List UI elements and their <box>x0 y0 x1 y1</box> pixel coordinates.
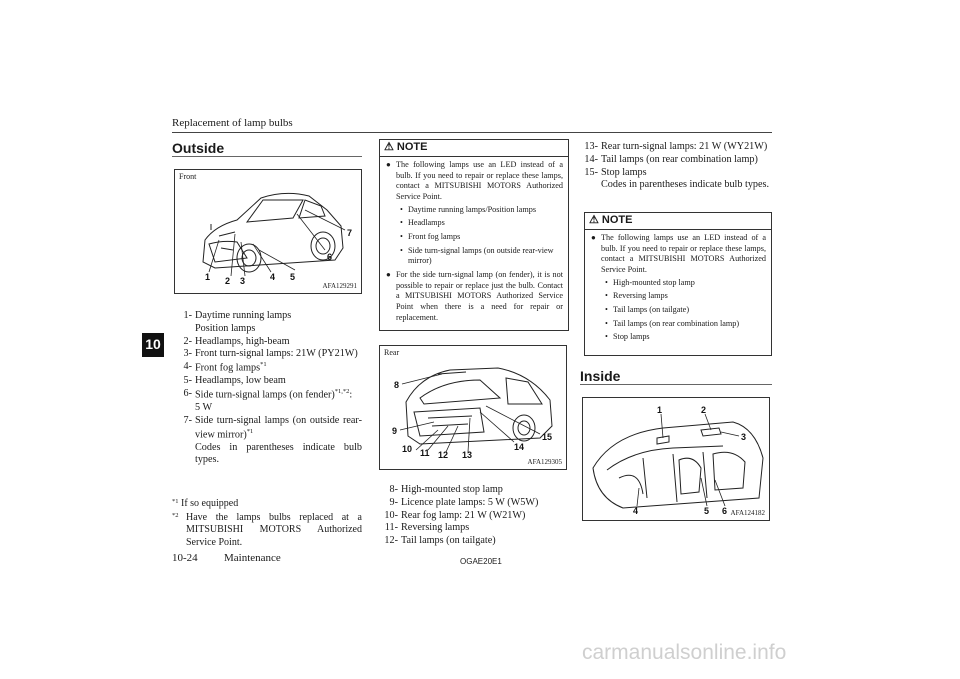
callout-10: 10 <box>402 444 413 454</box>
list-item: 14- Tail lamps (on rear combination lamp) <box>584 153 758 165</box>
footnote: *1 If so equipped <box>172 498 239 509</box>
figure-code: AFA129305 <box>527 458 562 467</box>
callout-4: 4 <box>270 272 276 282</box>
callout-inside-6: 6 <box>722 506 728 516</box>
front-figure <box>174 169 362 294</box>
list-item: 12- Tail lamps (on tailgate) <box>384 535 496 546</box>
list-item: 2- Headlamps, high-beam <box>183 335 290 347</box>
callout-14: 14 <box>514 442 525 452</box>
note-bullet: • Headlamps <box>400 218 445 228</box>
bullet-icon: ● <box>386 160 391 169</box>
note-header: ⚠ NOTE <box>585 213 771 230</box>
bullet-icon: ● <box>591 233 596 242</box>
list-item: 15- Stop lamps Codes in parentheses indicate bulb types. <box>584 166 770 191</box>
rear-lamp-list-cont <box>572 141 772 192</box>
list-item: 6- Side turn-signal lamps (on fender)$^{*1,*2}$: 5 W <box>183 387 353 414</box>
page-number: 10-24 <box>172 552 198 564</box>
rear-figure <box>379 345 567 470</box>
list-item: 5- Headlamps, low beam <box>183 375 286 387</box>
list-item: 10- Rear fog lamp: 21 W (W21W) <box>384 509 526 521</box>
callout-12: 12 <box>438 450 449 460</box>
inside-figure <box>582 397 770 521</box>
rear-car-illustration <box>380 346 566 469</box>
footnote: *2 Have the lamps bulbs replaced at a MITSUBISHI MOTORS Authorized Service Point. <box>172 511 362 548</box>
callout-9: 9 <box>392 426 398 436</box>
callout-inside-2: 2 <box>701 405 707 415</box>
callout-1: 1 <box>205 272 211 282</box>
note-paragraph: ● The following lamps use an LED instead of a bulb. If you need to repair or replace these lamps, contact a MITSUBISHI MOTORS Authorized Service Point. <box>591 233 766 274</box>
note-bullet: • Side turn-signal lamps (on outside rear-view mirror) <box>400 245 554 266</box>
warning-icon: ⚠ <box>589 214 599 227</box>
list-item: 1- Daytime running lamps Position lamps <box>183 310 292 334</box>
section-rule <box>580 384 772 385</box>
section-title-inside: Inside <box>580 368 621 384</box>
note-paragraph: ● The following lamps use an LED instead of a bulb. If you need to repair or replace these lamps, contact a MITSUBISHI MOTORS Authorized Service Point. <box>386 160 563 201</box>
callout-11: 11 <box>420 448 430 458</box>
list-item: 8- High-mounted stop lamp <box>389 484 503 495</box>
section-title-outside: Outside <box>172 140 225 156</box>
rear-lamp-list <box>372 484 568 548</box>
note-body <box>585 230 771 350</box>
callout-13: 13 <box>462 450 473 460</box>
header-rule <box>172 132 772 133</box>
callout-6: 6 <box>327 252 333 262</box>
note-bullet: • High-mounted stop lamp <box>605 277 695 287</box>
page-section: Maintenance <box>224 552 281 564</box>
document-code: OGAE20E1 <box>460 557 502 566</box>
callout-inside-4: 4 <box>633 506 639 516</box>
note-bullet: • Tail lamps (on rear combination lamp) <box>605 318 740 328</box>
callout-8: 8 <box>394 380 400 390</box>
bullet-icon: ● <box>386 269 391 279</box>
figure-caption: Front <box>179 172 197 181</box>
footnotes <box>172 498 362 549</box>
callout-5: 5 <box>290 272 296 282</box>
callout-inside-5: 5 <box>704 506 710 516</box>
list-item: 3- Front turn-signal lamps: 21W (PY21W) <box>183 348 358 360</box>
callout-inside-1: 1 <box>657 405 663 415</box>
front-lamp-list <box>172 310 362 467</box>
note-body <box>380 157 568 329</box>
callout-3: 3 <box>240 276 246 286</box>
list-item: 7- Side turn-signal lamps (on outside rear-view mirror)$^{*1}$ Codes in parentheses indicate bulb types. <box>183 414 362 466</box>
note-bullet: • Stop lamps <box>605 332 650 342</box>
list-item: 11- Reversing lamps <box>384 522 470 534</box>
callout-2: 2 <box>225 276 231 286</box>
callout-7: 7 <box>347 228 353 238</box>
note-box-rear <box>584 212 772 356</box>
list-item: 9- Licence plate lamps: 5 W (W5W) <box>389 496 539 508</box>
list-item: 13- Rear turn-signal lamps: 21 W (WY21W) <box>584 141 768 152</box>
watermark: carmanualsonline.info <box>582 641 787 664</box>
warning-icon: ⚠ <box>384 141 394 154</box>
front-car-illustration <box>175 170 361 293</box>
section-rule <box>172 156 362 157</box>
chapter-tab: 10 <box>142 333 164 357</box>
callout-inside-3: 3 <box>741 432 747 442</box>
note-bullet: • Daytime running lamps/Position lamps <box>400 204 537 214</box>
list-item: 4- Front fog lamps$^{*1}$ <box>183 361 267 374</box>
figure-code: AFA124182 <box>730 509 765 518</box>
figure-caption: Rear <box>384 348 400 357</box>
note-bullet: • Tail lamps (on tailgate) <box>605 304 690 314</box>
note-bullet: • Front fog lamps <box>400 231 461 241</box>
note-bullet: • Reversing lamps <box>605 291 668 301</box>
note-paragraph: ● For the side turn-signal lamp (on fender), it is not possible to repair or replace just the bulb. Contact a MITSUBISHI MOTORS Authorized Service Point when there is a need for repair or replacement. <box>386 269 563 322</box>
interior-illustration <box>583 398 769 520</box>
note-header: ⚠ NOTE <box>380 140 568 157</box>
running-header: Replacement of lamp bulbs <box>172 117 293 129</box>
callout-15: 15 <box>542 432 553 442</box>
note-box-outside <box>379 139 569 331</box>
figure-code: AFA129291 <box>322 282 357 291</box>
